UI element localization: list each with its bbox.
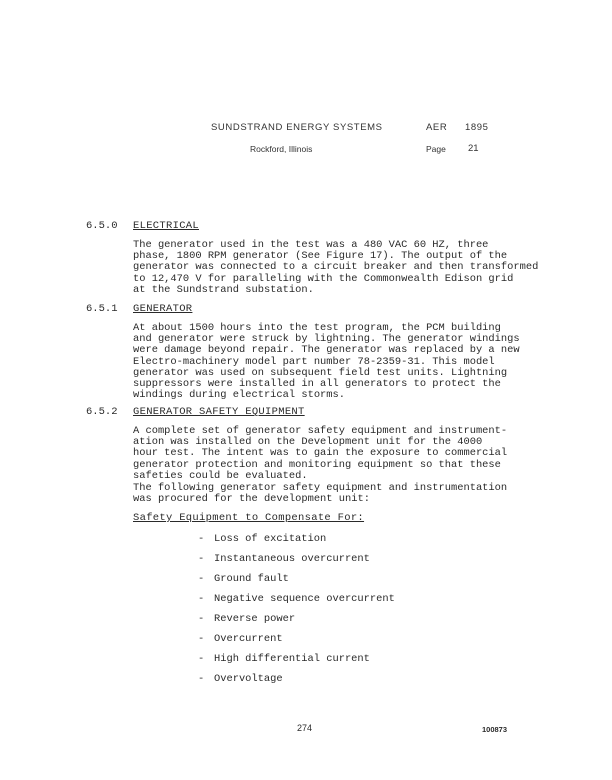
list-item: Instantaneous overcurrent [214, 553, 370, 565]
list-item: Loss of excitation [214, 533, 327, 545]
dash-marker: - [198, 573, 205, 585]
text-line: were damage beyond repair. The generator was replaced by a new [133, 344, 520, 357]
section-heading: GENERATOR [133, 303, 193, 315]
list-item: Overcurrent [214, 633, 283, 645]
dash-marker: - [198, 673, 205, 685]
dash-marker: - [198, 653, 205, 665]
text-line: A complete set of generator safety equipment and instrument- [133, 425, 508, 437]
text-line: and generator were struck by lightning. The generator windings [133, 333, 520, 346]
list-item: Reverse power [214, 613, 296, 625]
text-line: windings during electrical storms. [133, 389, 346, 402]
text-line: generator protection and monitoring equipment so that these [133, 458, 501, 471]
dash-marker: - [198, 593, 205, 605]
company-location: Rockford, Illinois [250, 144, 313, 154]
section-paragraph [133, 323, 520, 401]
section-number: 6.5.2 [86, 406, 118, 418]
list-item: Negative sequence overcurrent [214, 593, 395, 605]
text-line: hour test. The intent was to gain the exposure to commercial [133, 447, 508, 460]
section-heading: ELECTRICAL [133, 220, 200, 232]
footer-page-number: 274 [297, 723, 313, 733]
section-paragraph [133, 483, 507, 505]
text-line: to 12,470 V for paralleling with the Commonwealth Edison grid [133, 272, 514, 285]
text-line: phase, 1800 RPM generator (See Figure 17). The output of the [133, 250, 508, 263]
text-line: The generator used in the test was a 480 VAC 60 HZ, three [133, 239, 489, 251]
text-line: The following generator safety equipment and instrumentation [133, 482, 508, 494]
text-line: generator was connected to a circuit breaker and then transformed [133, 261, 539, 274]
text-line: generator was used on subsequent field test units. Lightning [133, 366, 508, 379]
section-heading: GENERATOR SAFETY EQUIPMENT [133, 406, 305, 418]
dash-marker: - [198, 553, 205, 565]
company-name: SUNDSTRAND ENERGY SYSTEMS [211, 122, 383, 133]
text-line: At about 1500 hours into the test program, the PCM building [133, 322, 501, 334]
section-paragraph [133, 240, 538, 296]
page-label: Page [426, 144, 446, 154]
list-item: High differential current [214, 653, 370, 665]
text-line: Electro-machinery model part number 78-2359-31. This model [133, 355, 495, 368]
doc-label: AER [426, 122, 448, 133]
section-paragraph [133, 426, 507, 482]
list-item: Overvoltage [214, 673, 283, 685]
text-line: was procured for the development unit: [133, 493, 370, 506]
text-line: suppressors were installed in all generators to protect the [133, 378, 501, 391]
section-number: 6.5.1 [86, 303, 118, 315]
footer-code: 100873 [482, 725, 508, 734]
text-line: safeties could be evaluated. [133, 469, 308, 482]
list-heading: Safety Equipment to Compensate For: [133, 512, 365, 524]
dash-marker: - [198, 613, 205, 625]
text-line: at the Sundstrand substation. [133, 283, 314, 296]
dash-marker: - [198, 633, 205, 645]
text-line: ation was installed on the Development unit for the 4000 [133, 436, 483, 449]
section-number: 6.5.0 [86, 220, 118, 232]
dash-marker: - [198, 533, 205, 545]
page-number: 21 [468, 143, 479, 154]
list-item: Ground fault [214, 573, 289, 585]
doc-number: 1895 [465, 122, 489, 133]
